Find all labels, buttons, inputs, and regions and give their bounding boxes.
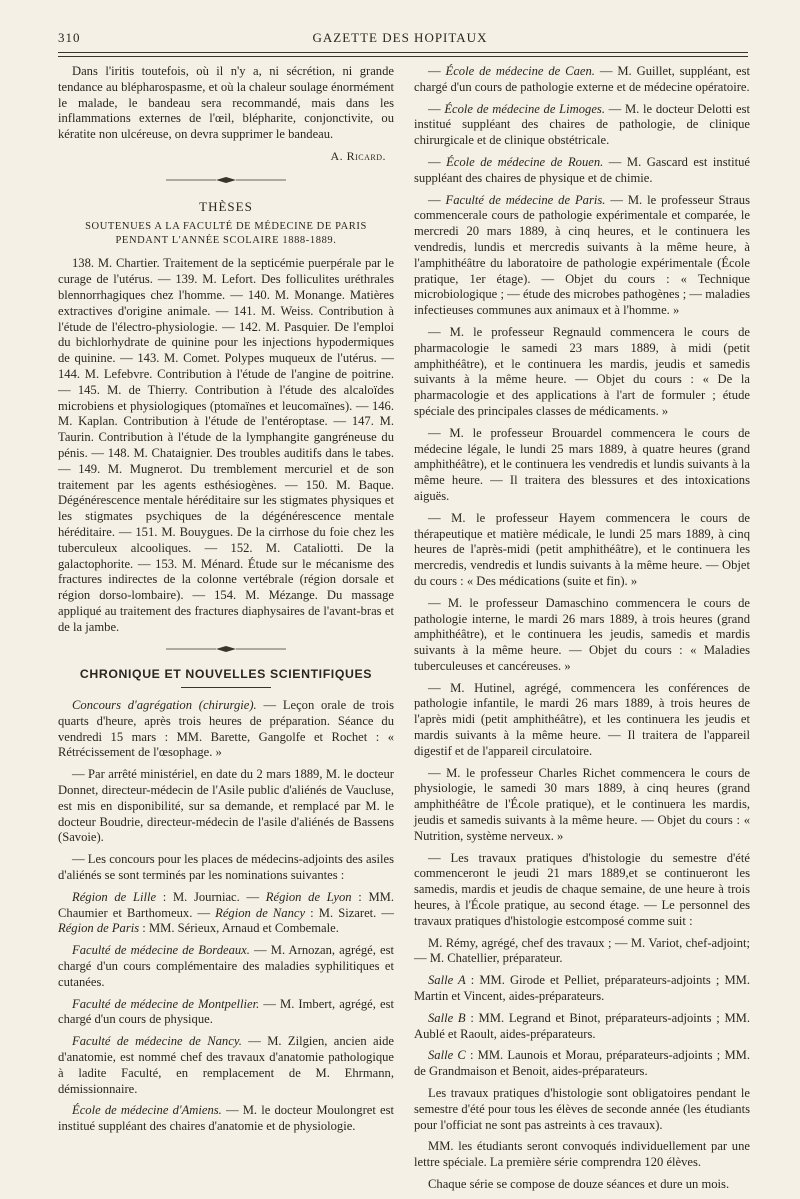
nancy-item	[58, 1034, 394, 1097]
amiens-item	[58, 1103, 394, 1135]
ornament-divider	[58, 173, 394, 189]
region-lille-text: : M. Journiac. —	[156, 889, 266, 904]
montpellier-text: — M. Imbert, agrégé, est chargé d'un cours de physique.	[58, 996, 394, 1027]
bordeaux-text: — M. Arnozan, agrégé, est chargé d'un cours complémentaire des maladies syphilitiques et cutanées.	[58, 943, 394, 989]
theses-list: 138. M. Chartier. Traitement de la septicémie puerpérale par le curage de l'utérus. — 139. M. Lefort. Des folliculites uréthrales blennorrhagiques chez l'homme. — 140. M. Monange. Matières extractives d'origine animale. — 141. M. Weiss. Contribution à l'étude de l'électro-physiologie. — 142. M. Pasquier. De l'emploi du bichlorhydrate de quinine pour les injections hypodermiques de quinine. — 143. M. Comet. Polypes muqueux de l'utérus. — 144. M. Lefebvre. Contribution à l'étude de l'angine de poitrine. — 145. M. de Thierry. Contribution à l'étude des alcaloïdes microbiens et physiologiques (ptomaïnes et leucomaïnes). — 146. M. Kaplan. Contribution à l'étude de l'entéroptase. — 147. M. Taurin. Contribution à l'étude de la lymphangite gangréneuse du pénis. — 148. M. Chataignier. Des troubles auditifs dans le tabes. — 149. M. Mugnerot. Du tremblement mercuriel et de son traitement par les agents esthésiogènes. — 150. M. Baque. Dégénérescence mentale héréditaire sur les stigmates physiques et les stigmates psychiques de la dégénérescence mentale héréditaire. — 151. M. Bouygues. De la cirrhose du foie chez les tuberculeux alcooliques. — 152. M. Cataliotti. De la galactophorite. — 153. M. Ménard. Étude sur le mécanisme des fractures indirectes de la colonne vertébrale (région dorsale et région dorso-lombaire). — 154. M. Mézange. Du massage appliqué au traitement des fractures diaphysaires de l'avant-bras et de la jambe.	[58, 256, 394, 634]
concours-asiles: — Les concours pour les places de médecins-adjoints des asiles d'aliénés se sont terminés par les nominations suivantes :	[58, 852, 394, 883]
histologie-item: — Les travaux pratiques d'histologie du semestre d'été commenceront le jeudi 21 mars 1889,et se continueront les samedis, mardis et jeudis de chaque semaine, de une heure à trois heures, à l'École pratique, au second étage. — Le personnel des travaux pratiques d'histologie estcomposé comme suit :	[414, 850, 750, 928]
journal-title: GAZETTE DES HOPITAUX	[312, 30, 488, 45]
nancy-text: — M. Zilgien, ancien aide d'anatomie, est nommé chef des travaux d'anatomie pathologique à ladite Faculté, en remplacement de M. Ehrmann, démissionnaire.	[58, 1034, 394, 1096]
caen-item: — École de médecine de Caen. — M. Guillet, suppléant, est chargé d'un cours de pathologie externe et de médecine opératoire.	[414, 64, 750, 94]
convoques-item: MM. les étudiants seront convoqués individuellement par une lettre spéciale. La première série comprendra 120 élèves.	[414, 1139, 750, 1170]
region-lyon-label: Région de Lyon	[265, 889, 352, 904]
theses-subheading-line1: SOUTENUES A LA FACULTÉ DE MÉDECINE DE PARIS	[85, 221, 367, 233]
salle-c	[414, 1048, 750, 1080]
ornament-divider	[58, 642, 394, 658]
iritis-paragraph: Dans l'iritis toutefois, où il n'y a, ni sécrétion, ni grande tendance au blépharospasme, et où la chaleur soulage énormément le malade, le bandeau sera recommandé, mais dans les inflammations externes de l'œil, blépharite, conjonctivite, ou kératite non ulcéreuse, on devra supprimer le bandeau.	[58, 64, 394, 142]
right-column	[414, 64, 750, 1199]
bordeaux-item	[58, 943, 394, 990]
salle-a-text: : MM. Girode et Pelliet, préparateurs-adjoints ; MM. Martin et Vincent, aides-préparateurs.	[414, 973, 751, 1004]
amiens-text: — M. le docteur Moulongret est institué suppléant des chaires d'anatomie et de physiologie.	[58, 1103, 394, 1134]
richet-item: — M. le professeur Charles Richet commencera le cours de physiologie, le samedi 30 mars 1889, à cinq heures (grand amphithéâtre de l'École pratique), et le continuera les mardis, jeudis et samedis suivants à la même heure. — Objet du cours : « Nutrition, système nerveux. »	[414, 765, 750, 843]
region-nancy-label: Région de Nancy	[215, 905, 306, 920]
salle-a-label: Salle A	[428, 973, 466, 988]
serie-item: Chaque série se compose de douze séances et dure un mois.	[428, 1177, 730, 1191]
paris-item: — Faculté de médecine de Paris. — M. le professeur Straus commencerale cours de pathologie expérimentale et comparée, le mercredi 20 mars 1889, à cinq heures, et le continuera les vendredis, lundis et mercredis suivants à la même heure, à l'amphithéâtre du laboratoire de pathologie expérimentale (École pratique, 1er étage). — Objet du cours : « Technique microbiologique ; — étude des microbes pathogènes ; — maladies infectieuses communes aux animaux et à l'homme. »	[414, 192, 750, 318]
staff-list: M. Rémy, agrégé, chef des travaux ; — M. Variot, chef-adjoint; — M. Chatellier, préparateur.	[414, 935, 750, 966]
caen-label: École de médecine de Caen.	[445, 64, 595, 78]
montpellier-item	[58, 997, 394, 1029]
concours-agregation	[58, 698, 394, 761]
limoges-text: — M. le docteur Delotti est institué suppléant des chaires de pathologie, de clinique chirurgicale et de clinique obstétricale.	[414, 101, 750, 148]
salle-c-text: : MM. Launois et Morau, préparateurs-adjoints ; MM. de Grandmaison et Benoit, aides-préparateurs.	[414, 1048, 750, 1079]
damaschino-item: — M. le professeur Damaschino commencera le cours de pathologie interne, le mardi 26 mars 1889, à trois heures (grand amphithéâtre), et le continuera les jeudis, samedis et mardis suivants à la même heure. — Objet du cours : « Maladies tuberculeuses et cancéreuses. »	[414, 595, 750, 673]
region-nancy-text: : M. Sizaret. —	[305, 905, 395, 920]
theses-subheading-line2: PENDANT L'ANNÉE SCOLAIRE 1888-1889.	[115, 235, 337, 247]
caen-text: — M. Guillet, suppléant, est chargé d'un cours de pathologie externe et de médecine opératoire.	[414, 64, 750, 94]
page-number: 310	[58, 30, 81, 45]
chronique-rule	[181, 687, 271, 688]
rouen-item: — École de médecine de Rouen. — M. Gascard est institué suppléant des chaires de physique et de chimie.	[414, 154, 750, 185]
limoges-label: École de médecine de Limoges.	[444, 101, 605, 116]
salle-b	[414, 1011, 750, 1043]
brouardel-item: — M. le professeur Brouardel commencera le cours de médecine légale, le lundi 25 mars 1889, à quatre heures (grand amphithéâtre), et le continuera les vendredis et lundis suivants à la même heure. — Il traitera des blessures et des intoxications aiguës.	[414, 425, 750, 503]
rouen-text: — M. Gascard est institué suppléant des chaires de physique et de chimie.	[414, 154, 750, 185]
bordeaux-label: Faculté de médecine de Bordeaux.	[72, 943, 250, 958]
region-paris-label: Région de Paris	[58, 921, 140, 936]
arrete-ministeriel: — Par arrêté ministériel, en date du 2 mars 1889, M. le docteur Donnet, directeur-médecin de l'Asile public d'aliénés de Vaucluse, est mis en disponibilité, sur sa demande, et remplacé par M. le docteur Boudrie, directeur-médecin de l'asile d'aliénés de Bassens (Savoie).	[58, 767, 394, 845]
hayem-item: — M. le professeur Hayem commencera le cours de thérapeutique et matière médicale, le lundi 25 mars 1889, à cinq heures de l'après-midi (petit amphithéâtre), et le continuera les mercredis, vendredis et lundis suivants à la même heure. — Objet du cours : « Des médications (suite et fin). »	[414, 510, 750, 588]
salle-b-label: Salle B	[428, 1010, 466, 1025]
montpellier-label: Faculté de médecine de Montpellier.	[72, 996, 260, 1011]
region-lyon-text: : MM. Chaumier et Barthomeux. —	[58, 889, 394, 920]
salle-a	[414, 973, 750, 1005]
running-head	[58, 30, 742, 52]
theses-subheading	[58, 220, 394, 248]
obligatoires-item: Les travaux pratiques d'histologie sont obligatoires pendant le semestre d'été pour tous les élèves de seconde année (les étudiants pour l'officiat ne sont pas astreints à ces travaux).	[414, 1086, 750, 1132]
region-paris-text: : MM. Sérieux, Arnaud et Combemale.	[139, 921, 339, 936]
paris-text: — M. le professeur Straus commencerale cours de pathologie expérimentale et comparée, le mercredi 20 mars 1889, à cinq heures, et le continuera les vendredis, lundis et mercredis suivants à la même heure, à l'amphithéâtre du laboratoire de pathologie expérimentale (École pratique, 1er étage). — Objet du cours : « Technique microbiologique ; — étude des microbes pathogènes ; — maladies infectieuses communes aux animaux et à l'homme. »	[414, 192, 750, 318]
nancy-label: Faculté de médecine de Nancy.	[72, 1034, 242, 1049]
left-column	[58, 64, 394, 1141]
author-signature: A. Ricard.	[330, 148, 386, 163]
limoges-item: — École de médecine de Limoges. — M. le docteur Delotti est institué suppléant des chaires de pathologie, de clinique chirurgicale et de clinique obstétricale.	[414, 101, 750, 148]
paris-label: Faculté de médecine de Paris.	[445, 192, 606, 207]
chronique-heading: CHRONIQUE ET NOUVELLES SCIENTIFIQUES	[79, 667, 373, 682]
rouen-label: École de médecine de Rouen.	[446, 154, 604, 169]
concours-text: — Leçon orale de trois quarts d'heure, après trois heures de préparation. Séance du vendredi 15 mars : MM. Barette, Gangolfe et Rochet : « Rétrécissement de l'œsophage. »	[58, 698, 394, 760]
hutinel-item: — M. Hutinel, agrégé, commencera les conférences de pathologie infantile, le mardi 26 mars 1889, à trois heures de l'après midi (petit amphithéâtre), et les continuera les jeudis et mardis suivants à la même heure. — Il traitera de l'appareil digestif et de l'appareil circulatoire.	[414, 680, 750, 758]
amiens-label: École de médecine d'Amiens.	[72, 1103, 222, 1118]
regions-nominations	[58, 890, 394, 937]
theses-heading: THÈSES	[199, 198, 253, 214]
concours-label: Concours d'agrégation (chirurgie).	[72, 698, 257, 713]
salle-b-text: : MM. Legrand et Binot, préparateurs-adjoints ; MM. Aublé et Raoult, aides-préparateurs.	[414, 1010, 750, 1041]
salle-c-label: Salle C	[428, 1048, 466, 1063]
header-rule	[58, 52, 748, 57]
regnauld-item: — M. le professeur Regnauld commencera le cours de pharmacologie le samedi 23 mars 1889, à midi (petit amphithéâtre), et le continuera les mardis, jeudis et samedis suivants à la même heure. — Objet du cours : « De la pharmacologie et des applications à l'art de formuler ; étude spéciale des principales classes de médicaments. »	[414, 324, 750, 418]
region-lille-label: Région de Lille	[72, 889, 157, 904]
